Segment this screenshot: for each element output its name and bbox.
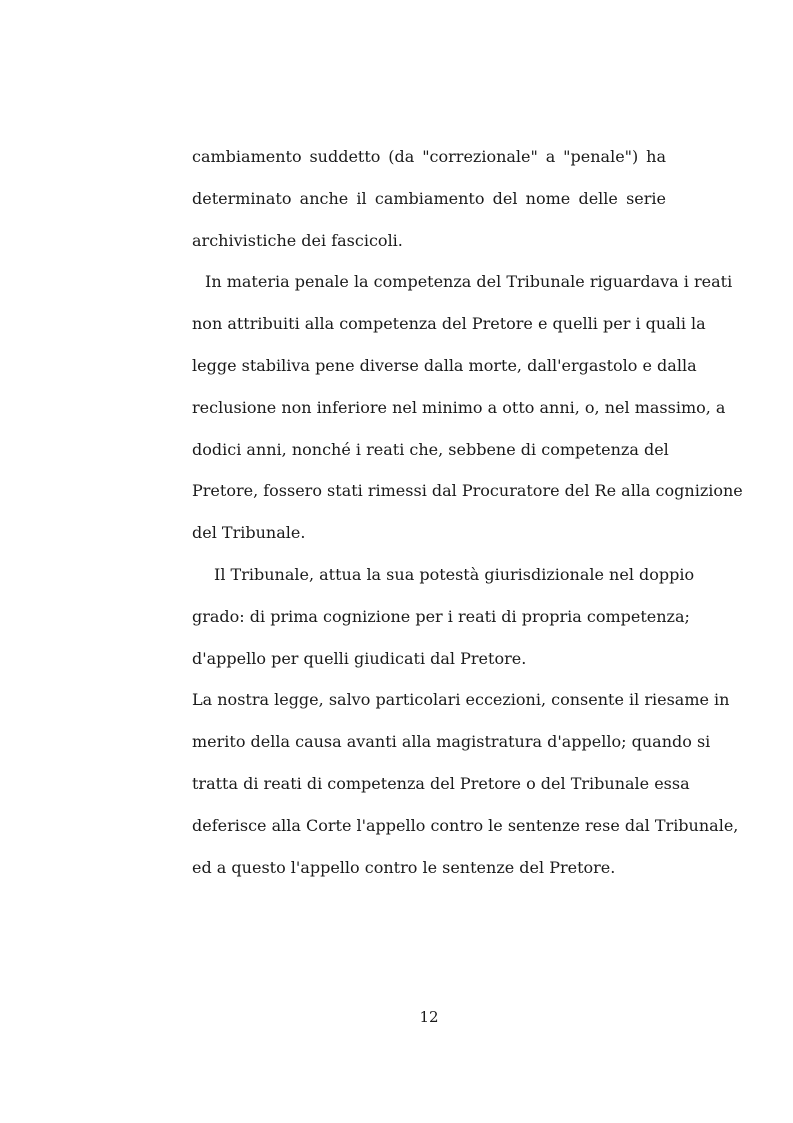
text-line: dodici anni, nonché i reati che, sebbene di competenza del xyxy=(192,439,669,459)
text-line: La nostra legge, salvo particolari eccezioni, consente il riesame in xyxy=(192,690,730,710)
text-line: determinato anche il cambiamento del nome delle serie xyxy=(192,188,666,208)
text-line: deferisce alla Corte l'appello contro le sentenze rese dal Tribunale, xyxy=(192,815,739,835)
text-line: reclusione non inferiore nel minimo a otto anni, o, nel massimo, a xyxy=(192,397,726,417)
paragraph xyxy=(192,554,695,679)
text-line: ed a questo l'appello contro le sentenze del Pretore. xyxy=(192,857,616,877)
text-line: d'appello per quelli giudicati dal Pretore. xyxy=(192,648,527,668)
body-text xyxy=(192,136,743,888)
text-line: In materia penale la competenza del Tribunale riguardava i reati xyxy=(205,272,733,292)
text-line: non attribuiti alla competenza del Pretore e quelli per i quali la xyxy=(192,314,706,334)
text-line: cambiamento suddetto (da "correzionale" a "penale") ha xyxy=(192,147,666,166)
paragraph xyxy=(192,136,666,261)
text-line: tratta di reati di competenza del Pretore o del Tribunale essa xyxy=(192,773,690,793)
text-line: grado: di prima cognizione per i reati di propria competenza; xyxy=(192,606,690,626)
text-line: Pretore, fossero stati rimessi dal Procuratore del Re alla cognizione xyxy=(192,481,743,501)
paragraph xyxy=(192,679,739,888)
text-line: legge stabiliva pene diverse dalla morte, dall'ergastolo e dalla xyxy=(192,355,697,375)
page-number: 12 xyxy=(419,1008,439,1026)
paragraph xyxy=(192,261,743,554)
text-line: Il Tribunale, attua la sua potestà giurisdizionale nel doppio xyxy=(214,564,695,584)
text-line: del Tribunale. xyxy=(192,523,306,543)
text-line: merito della causa avanti alla magistratura d'appello; quando si xyxy=(192,732,711,752)
text-line: archivistiche dei fascicoli. xyxy=(192,230,403,250)
